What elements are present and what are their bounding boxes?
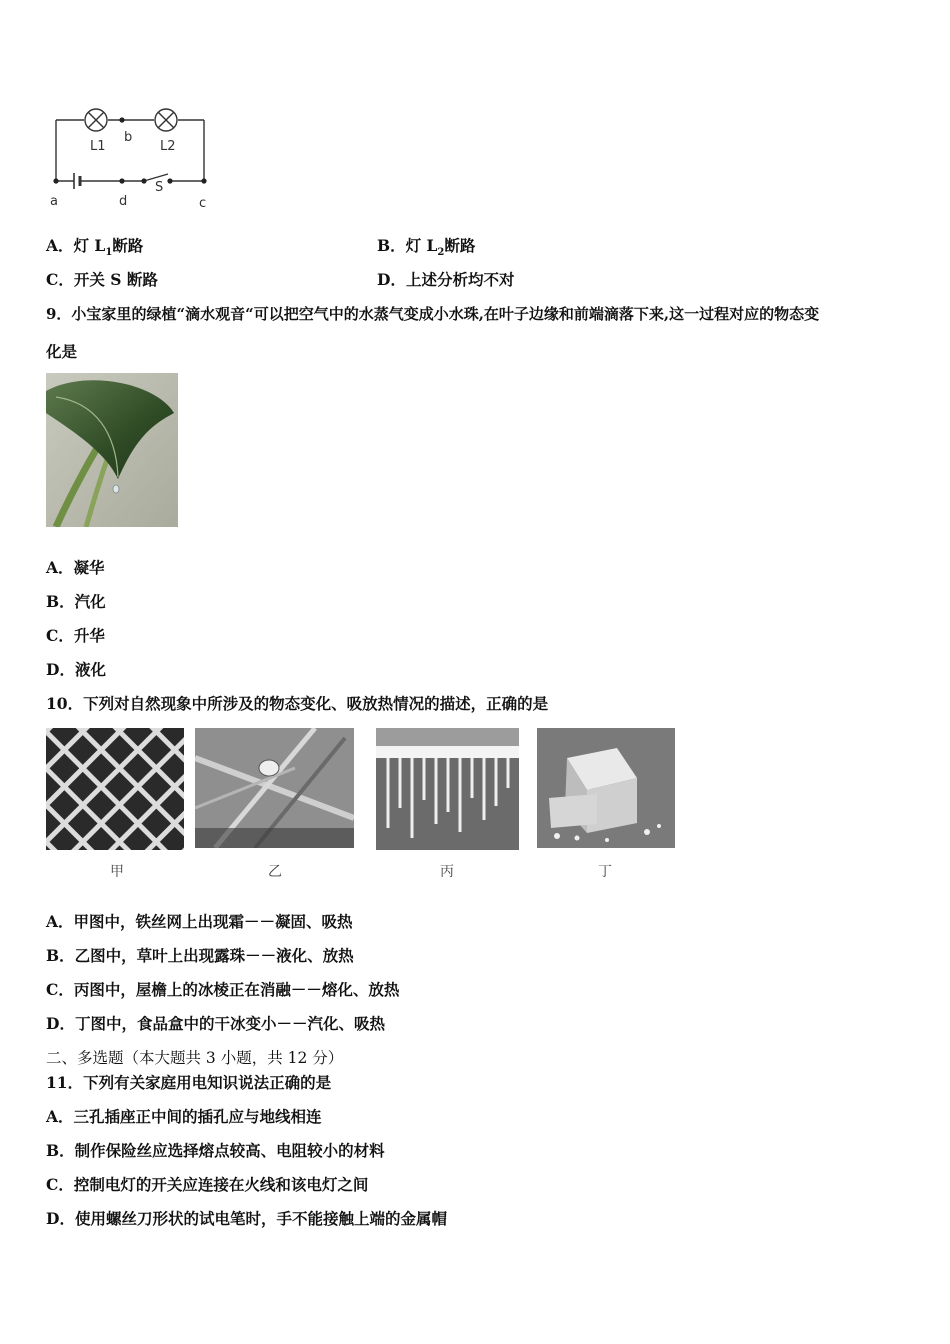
q9-stem-line2: 化是 bbox=[46, 342, 78, 361]
label-b: b bbox=[124, 130, 133, 145]
lamp-l1 bbox=[85, 109, 107, 131]
q10-stem: 10．下列对自然现象中所涉及的物态变化、吸放热情况的描述，正确的是 bbox=[46, 694, 549, 713]
lamp-l2 bbox=[155, 109, 177, 131]
photo-jia-frost-mesh bbox=[46, 728, 184, 850]
circuit-diagram bbox=[40, 96, 220, 216]
q10-option-c[interactable]: C．丙图中，屋檐上的冰棱正在消融－－熔化、放热 bbox=[46, 980, 400, 999]
q8-option-b-prefix: B．灯 L bbox=[377, 236, 438, 255]
q8-option-b-suffix: 断路 bbox=[444, 236, 476, 255]
q8-option-a-suffix: 断路 bbox=[112, 236, 144, 255]
q8-option-b-sub: 2 bbox=[437, 247, 445, 259]
q8-option-c[interactable]: C．开关 S 断路 bbox=[46, 270, 158, 289]
q8-option-b[interactable] bbox=[377, 236, 475, 263]
q9-option-a[interactable]: A．凝华 bbox=[46, 558, 105, 577]
q10-option-b[interactable]: B．乙图中，草叶上出现露珠－－液化、放热 bbox=[46, 946, 354, 965]
caption-yi: 乙 bbox=[268, 864, 282, 880]
photo-ding-dry-ice bbox=[537, 728, 675, 848]
q9-option-b[interactable]: B．汽化 bbox=[46, 592, 106, 611]
q10-option-d[interactable]: D．丁图中，食品盒中的干冰变小－－汽化、吸热 bbox=[46, 1014, 385, 1033]
q11-stem: 11．下列有关家庭用电知识说法正确的是 bbox=[46, 1073, 332, 1092]
q8-option-a[interactable] bbox=[46, 236, 143, 263]
q11-option-d[interactable]: D．使用螺丝刀形状的试电笔时，手不能接触上端的金属帽 bbox=[46, 1209, 447, 1228]
battery bbox=[74, 173, 80, 189]
circuit-svg bbox=[40, 96, 220, 216]
q8-option-d[interactable]: D．上述分析均不对 bbox=[377, 270, 515, 289]
leaf-photo bbox=[46, 373, 178, 527]
caption-bing: 丙 bbox=[440, 864, 454, 880]
caption-ding: 丁 bbox=[598, 864, 612, 880]
q10-option-a[interactable]: A．甲图中，铁丝网上出现霜－－凝固、吸热 bbox=[46, 912, 353, 931]
q9-stem-line1: 9．小宝家里的绿植“滴水观音“可以把空气中的水蒸气变成小水珠,在叶子边缘和前端滴落下来,这一过程对应的物态变 bbox=[46, 305, 820, 323]
label-s: S bbox=[155, 180, 164, 195]
label-l1: L1 bbox=[90, 139, 106, 154]
q11-option-b[interactable]: B．制作保险丝应选择熔点较高、电阻较小的材料 bbox=[46, 1141, 385, 1160]
photo-bing-icicles bbox=[376, 728, 519, 850]
label-d: d bbox=[119, 194, 128, 209]
q11-option-c[interactable]: C．控制电灯的开关应连接在火线和该电灯之间 bbox=[46, 1175, 369, 1194]
photo-yi-dew-grass bbox=[195, 728, 354, 848]
q8-option-a-sub: 1 bbox=[105, 247, 113, 259]
q9-option-d[interactable]: D．液化 bbox=[46, 660, 106, 679]
section-2-title: 二、多选题（本大题共 3 小题，共 12 分） bbox=[46, 1049, 344, 1067]
q11-option-a[interactable]: A．三孔插座正中间的插孔应与地线相连 bbox=[46, 1107, 322, 1126]
label-a: a bbox=[50, 194, 58, 209]
label-c: c bbox=[199, 196, 207, 211]
q9-option-c[interactable]: C．升华 bbox=[46, 626, 105, 645]
q8-option-a-prefix: A．灯 L bbox=[46, 236, 106, 255]
caption-jia: 甲 bbox=[110, 864, 124, 880]
label-l2: L2 bbox=[160, 139, 176, 154]
